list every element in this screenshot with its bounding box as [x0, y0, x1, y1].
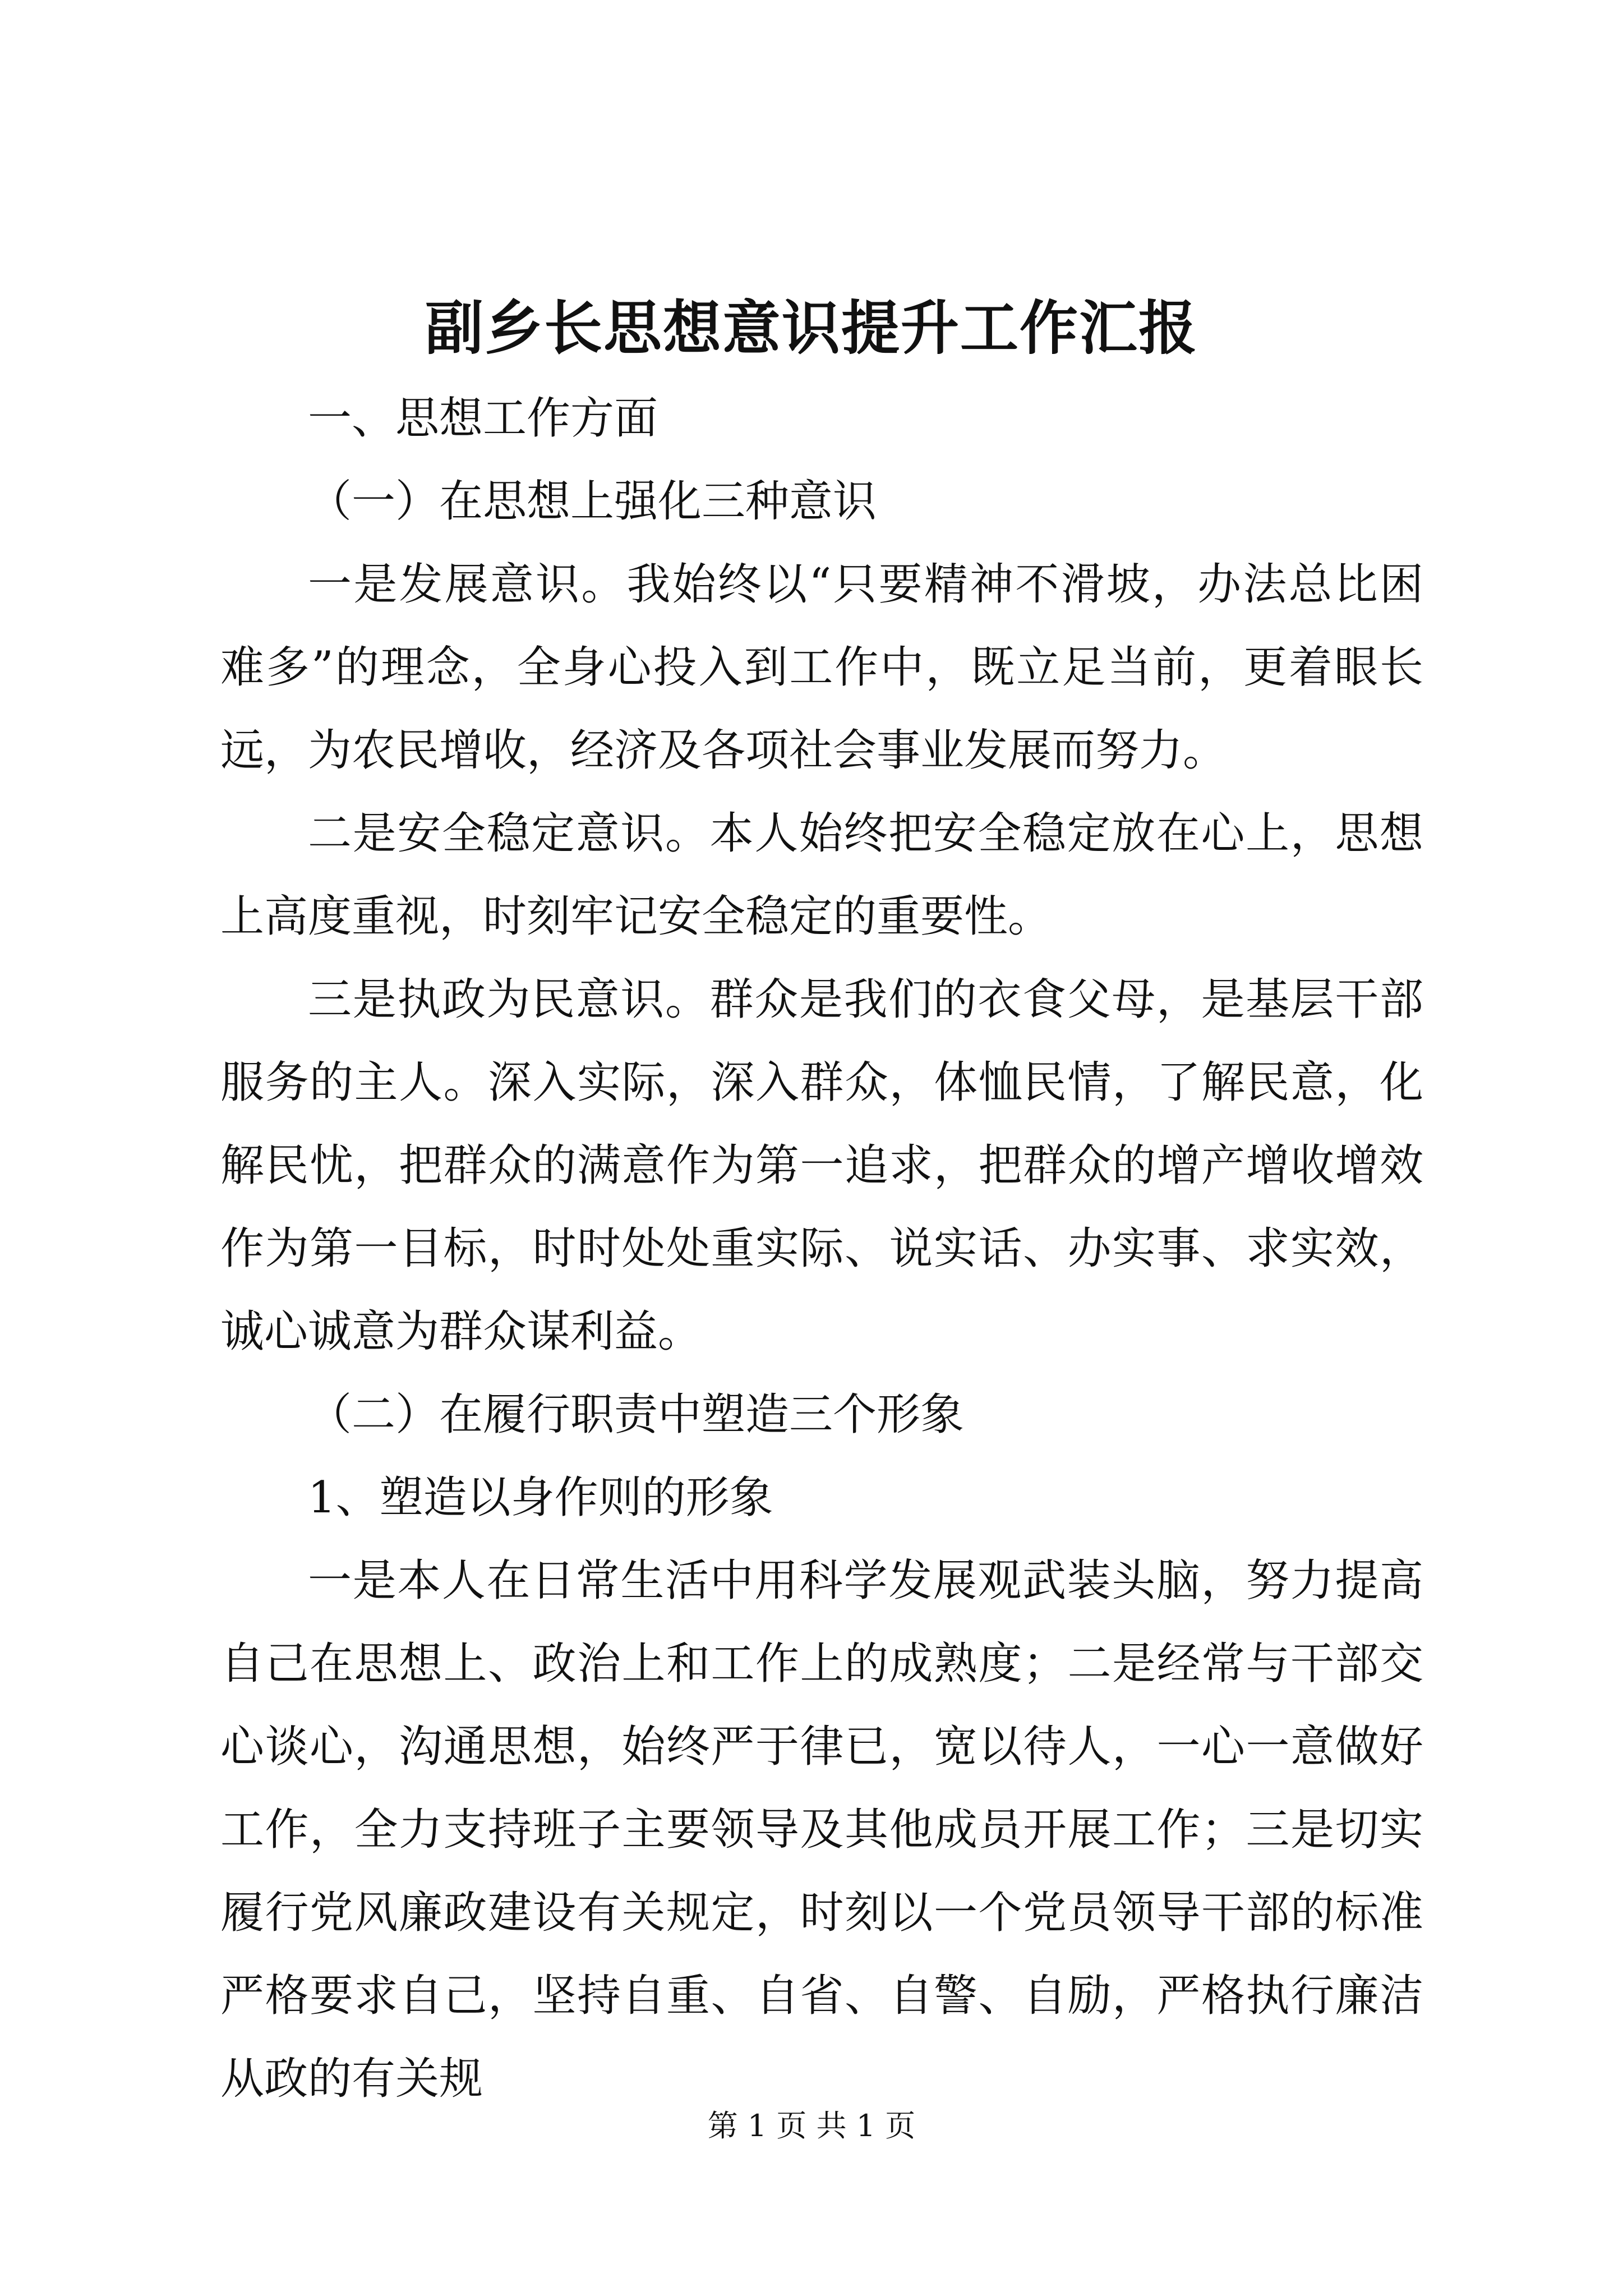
document-title: 副乡长思想意识提升工作汇报 [425, 293, 1198, 362]
paragraph-lead-by-example: 一是本人在日常生活中用科学发展观武装头脑，努力提高自己在思想上、政治上和工作上的成熟度；二是经常与干部交心谈心，沟通思想，始终严于律已，宽以待人，一心一意做好工作，全力支持班子主要领导及其他成员开展工作；三是切实履行党风廉政建设有关规定，时刻以一个党员领导干部的标准严格要求自己，坚持自重、自省、自警、自励，严格执行廉洁从政的有关规 [220, 1556, 1423, 2104]
subsection-heading-2: （二）在履行职责中塑造三个形象 [308, 1389, 965, 1440]
paragraph-development-awareness: 一是发展意识。我始终以“只要精神不滑坡，办法总比困难多”的理念，全身心投入到工作中，既立足当前，更着眼长远，为农民增收，经济及各项社会事业发展而努力。 [220, 559, 1423, 776]
subsection-heading-1: （一）在思想上强化三种意识 [308, 476, 877, 527]
paragraph-serve-people-awareness: 三是执政为民意识。群众是我们的衣食父母，是基层干部服务的主人。深入实际，深入群众，体恤民情，了解民意，化解民忧，把群众的满意作为第一追求，把群众的增产增收增效作为第一目标，时时处处重实际、说实话、办实事、求实效，诚心诚意为群众谋利益。 [220, 974, 1423, 1357]
section-heading-1: 一、思想工作方面 [308, 393, 658, 444]
paragraph-safety-stability-awareness: 二是安全稳定意识。本人始终把安全稳定放在心上，思想上高度重视，时刻牢记安全稳定的重要性。 [220, 808, 1423, 942]
page-footer: 第 1 页 共 1 页 [707, 2108, 916, 2143]
document-body [220, 377, 1423, 2120]
item-heading-1: 1、塑造以身作则的形象 [308, 1473, 773, 1523]
